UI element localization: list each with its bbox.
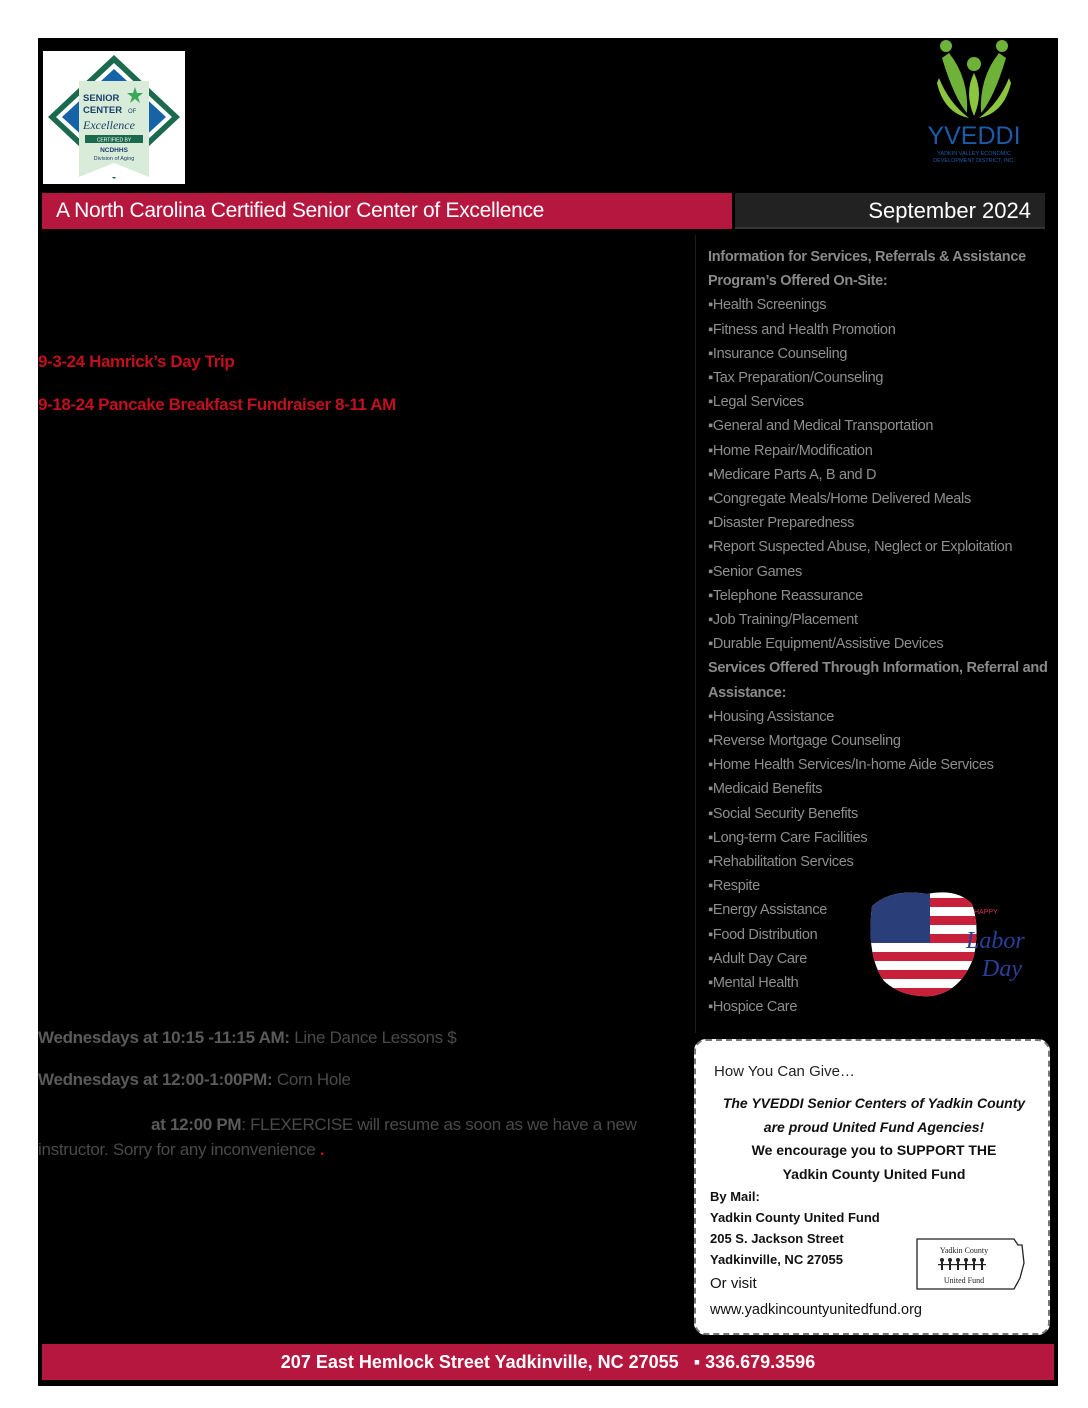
activity-flexercise (38, 1112, 678, 1162)
footer-address: 207 East Hemlock Street Yadkinville, NC 27055 (280, 1352, 679, 1372)
list-item: ▪ Rehabilitation Services (708, 850, 1048, 874)
issue-date: September 2024 (735, 193, 1045, 229)
mail-line-3: Yadkinville, NC 27055 (710, 1252, 843, 1267)
give-italic-line-2: are proud United Fund Agencies! (763, 1118, 985, 1135)
mail-line-1: Yadkin County United Fund (710, 1210, 880, 1225)
list-item: ▪ Senior Games (708, 560, 1048, 584)
event-hamricks-day-trip: 9-3-24 Hamrick’s Day Trip (38, 352, 235, 371)
visit-info (710, 1271, 922, 1323)
logo-excellence-text: Excellence (83, 118, 135, 132)
give-line-4: Yadkin County United Fund (782, 1165, 966, 1182)
give-line-3: We encourage you to SUPPORT THE (751, 1142, 997, 1158)
list-item: ▪ Job Training/Placement (708, 608, 1048, 632)
list-item: ▪ Insurance Counseling (708, 342, 1048, 366)
logo-ncdhhs-text: NCDHHS (100, 147, 128, 154)
activity-text: : FLEXERCISE will resume as soon as we have a new instructor. Sorry for any inconvenience (38, 1115, 637, 1159)
yveddi-subtext-2: DEVELOPMENT DISTRICT, INC. (933, 158, 1015, 164)
logo-center-text: CENTER (83, 105, 123, 116)
list-item: ▪ Durable Equipment/Assistive Devices (708, 632, 1048, 656)
list-item: ▪ Hospice Care (708, 995, 1048, 1019)
list-item: ▪ Home Repair/Modification (708, 439, 1048, 463)
list-item: ▪ Food Distribution (708, 923, 1048, 947)
uf-logo-line-1: Yadkin County (939, 1246, 989, 1255)
logo-certified-text: CERTIFIED BY (96, 137, 132, 144)
list-item: ▪ Medicare Parts A, B and D (708, 463, 1048, 487)
logo-of-text: OF (128, 109, 137, 115)
list-item: ▪ Housing Assistance (708, 705, 1048, 729)
footer-address-bar (42, 1344, 1054, 1380)
give-title: How You Can Give… (714, 1063, 855, 1080)
list-item: ▪ Mental Health (708, 971, 1048, 995)
uf-logo-line-2: United Fund (943, 1276, 985, 1285)
bullet-icon: ▪ (683, 1352, 706, 1372)
labor-day-happy-text: HAPPY (974, 909, 998, 916)
list-item: ▪ Disaster Preparedness (708, 511, 1048, 535)
event-pancake-breakfast: 9-18-24 Pancake Breakfast Fundraiser 8-11 AM (38, 395, 396, 414)
list-item: ▪ Fitness and Health Promotion (708, 318, 1048, 342)
mail-line-2: 205 S. Jackson Street (710, 1231, 844, 1246)
yveddi-logo (909, 38, 1039, 178)
list-item: ▪ Reverse Mortgage Counseling (708, 729, 1048, 753)
activity-line-dance (38, 1028, 456, 1048)
referral-heading: Services Offered Through Information, Referral and Assistance: (708, 660, 1048, 701)
mailing-address (710, 1186, 910, 1270)
list-item: ▪ Home Health Services/In-home Aide Services (708, 753, 1048, 777)
labor-day-flag-graphic (862, 886, 1032, 1001)
activity-dot: . (319, 1140, 325, 1159)
newsletter-page (38, 38, 1058, 1386)
senior-center-excellence-logo (43, 51, 185, 184)
onsite-heading: Program’s Offered On-Site: (708, 273, 888, 290)
labor-day-day-text: Day (982, 956, 1022, 982)
list-item: ▪ Health Screenings (708, 293, 1048, 317)
give-message (706, 1092, 1042, 1186)
activity-time: at 12:00 PM (151, 1115, 242, 1134)
logo-senior-text: SENIOR (83, 93, 120, 104)
activity-text: Line Dance Lessons $ (289, 1028, 457, 1047)
visit-label: Or visit (710, 1275, 757, 1292)
yveddi-subtext-1: YADKIN VALLEY ECONOMIC (937, 151, 1011, 157)
list-item: ▪ Tax Preparation/Counseling (708, 366, 1048, 390)
list-item: ▪ Legal Services (708, 390, 1048, 414)
how-you-can-give-box (694, 1039, 1050, 1335)
footer-phone: 336.679.3596 (705, 1352, 816, 1372)
list-item: ▪ Long-term Care Facilities (708, 826, 1048, 850)
list-item: ▪ Report Suspected Abuse, Neglect or Exploitation (708, 535, 1048, 559)
yveddi-text: YVEDDI (927, 122, 1021, 150)
activity-time: Wednesdays at 12:00-1:00PM: (38, 1070, 273, 1089)
give-italic-line-1: The YVEDDI Senior Centers of Yadkin County (722, 1095, 1026, 1111)
list-item: ▪ Energy Assistance (708, 898, 1048, 922)
list-item: ▪ Social Security Benefits (708, 802, 1048, 826)
certification-banner: A North Carolina Certified Senior Center of Excellence (42, 193, 732, 229)
list-item: ▪ Adult Day Care (708, 947, 1048, 971)
activity-time: Wednesdays at 10:15 -11:15 AM: (38, 1028, 290, 1047)
activity-text: Corn Hole (272, 1070, 351, 1089)
list-item: ▪ Medicaid Benefits (708, 777, 1048, 801)
list-item: ▪ Telephone Reassurance (708, 584, 1048, 608)
services-heading: Information for Services, Referrals & Assistance (708, 249, 1026, 265)
activity-corn-hole (38, 1070, 351, 1090)
united-fund-link[interactable]: www.yadkincountyunitedfund.org (710, 1302, 922, 1318)
list-item: ▪ Respite (708, 874, 1048, 898)
labor-day-labor-text: Labor (966, 928, 1025, 954)
united-fund-logo (914, 1233, 1029, 1293)
list-item: ▪ General and Medical Transportation (708, 414, 1048, 438)
list-item: ▪ Congregate Meals/Home Delivered Meals (708, 487, 1048, 511)
logo-division-text: Division of Aging (93, 156, 135, 162)
mail-label: By Mail: (710, 1189, 760, 1204)
